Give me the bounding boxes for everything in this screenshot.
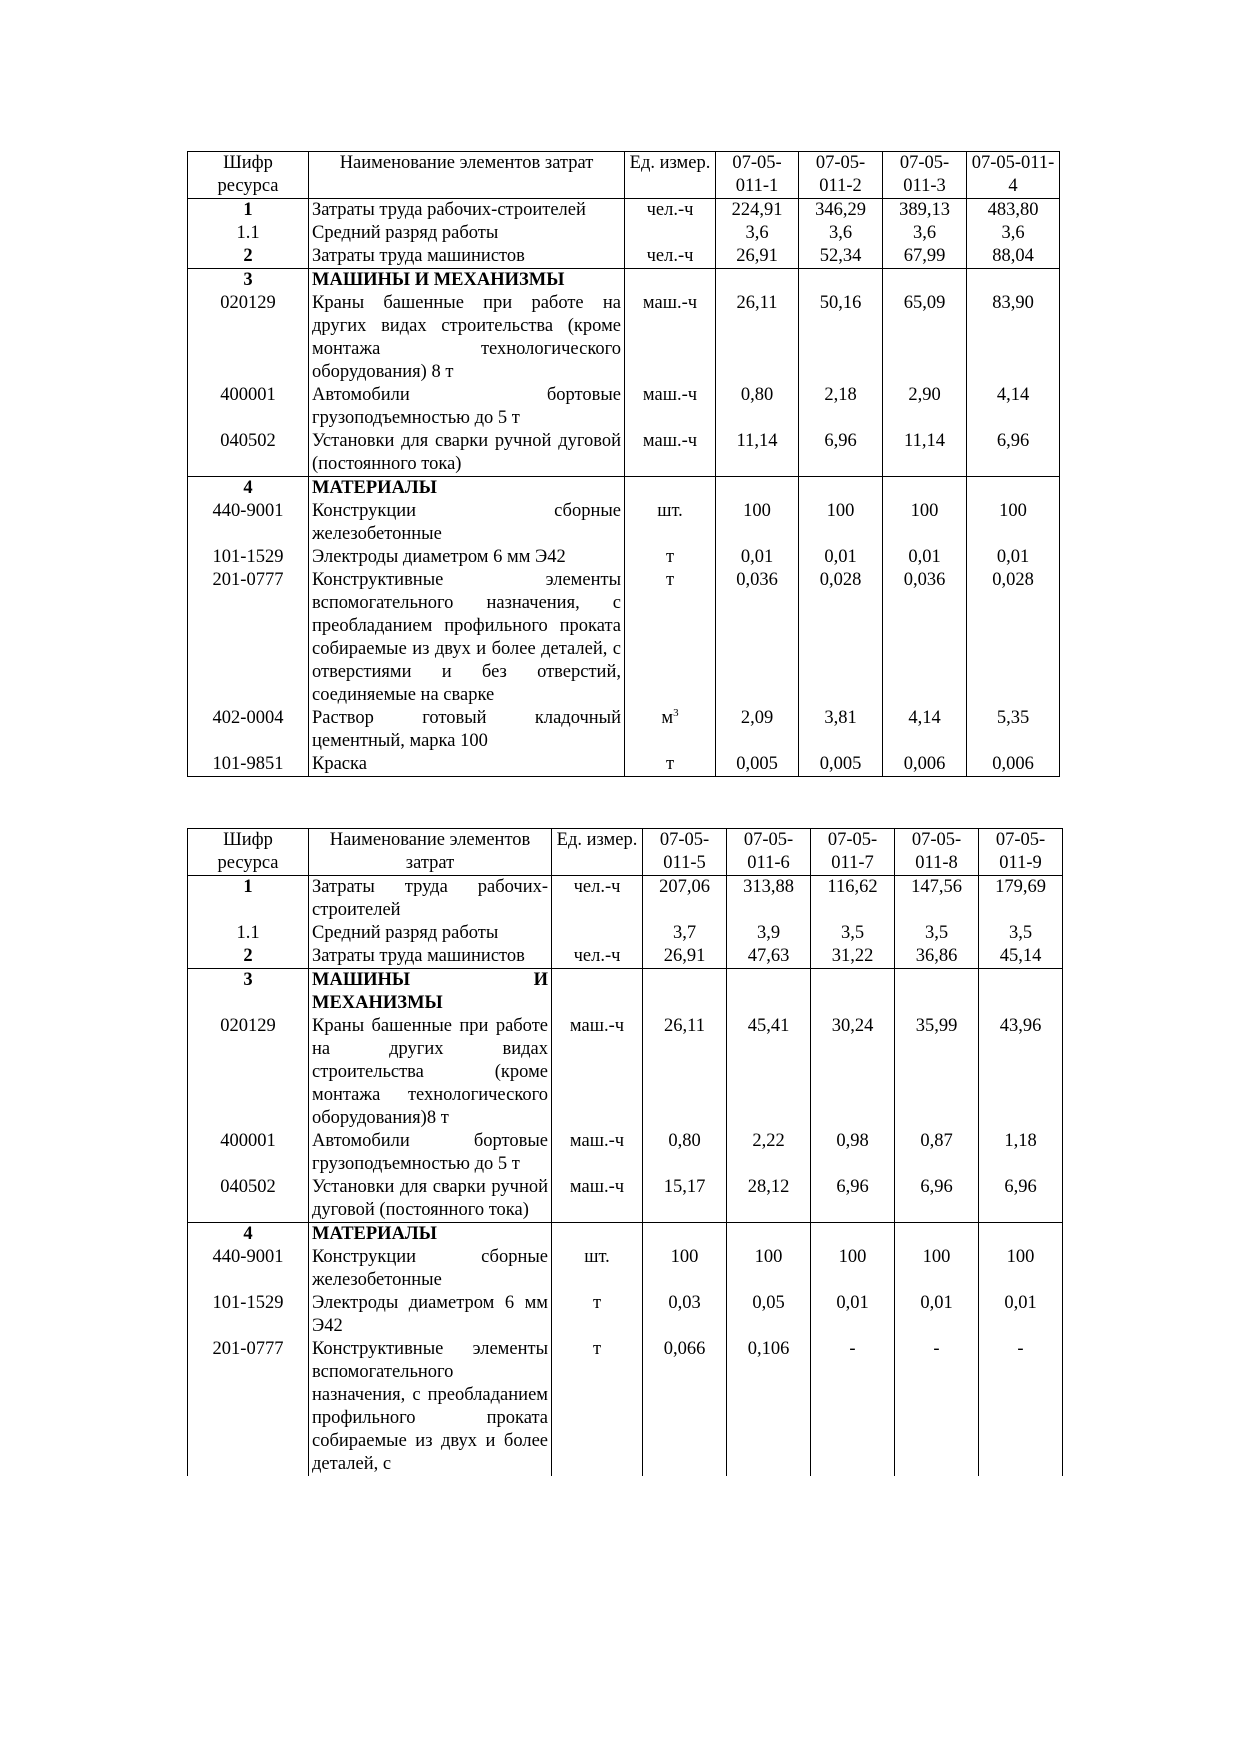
cost-element-name: Краны башенные при работе на других видах строительства (кроме монтажа технологического оборудования) 8 т: [309, 292, 625, 384]
unit-cell: [625, 384, 716, 430]
norm-value: 1,18: [979, 1130, 1063, 1176]
cost-element-name: Электроды диаметром 6 мм Э42: [309, 546, 625, 569]
column-header: Ед. измер.: [625, 152, 716, 199]
unit-text: чел.-ч: [646, 200, 694, 220]
norm-value: 15,17: [643, 1176, 727, 1223]
norm-value: 100: [799, 500, 883, 546]
norm-value: 45,14: [979, 945, 1063, 969]
resource-table-2: [187, 828, 1063, 1476]
table-row: [188, 1130, 1063, 1176]
resource-code: 3: [188, 969, 309, 1016]
unit-text: м: [661, 708, 674, 728]
norm-value: 26,11: [716, 292, 799, 384]
cost-element-name: Затраты труда рабочих-строителей: [309, 199, 625, 223]
unit-cell: [552, 922, 643, 945]
norm-value: 313,88: [727, 876, 811, 923]
unit-cell: [625, 245, 716, 269]
norm-value: 83,90: [967, 292, 1060, 384]
norm-value: 0,005: [716, 753, 799, 777]
cost-element-name: Средний разряд работы: [309, 922, 552, 945]
norm-value: [716, 269, 799, 293]
table-row: [188, 1246, 1063, 1292]
cost-element-name: Конструкции сборные железобетонные: [309, 500, 625, 546]
norm-value: 6,96: [895, 1176, 979, 1223]
table-row: [188, 269, 1060, 293]
column-header: 07-05-011-7: [811, 829, 895, 876]
norm-value: 0,005: [799, 753, 883, 777]
norm-value: 0,05: [727, 1292, 811, 1338]
norm-value: [979, 1223, 1063, 1247]
table-section: [188, 269, 1060, 477]
table-section: [188, 477, 1060, 777]
unit-cell: [625, 753, 716, 777]
resource-table-1: [187, 151, 1060, 777]
norm-value: 36,86: [895, 945, 979, 969]
norm-value: 26,91: [643, 945, 727, 969]
column-header: 07-05-011-8: [895, 829, 979, 876]
norm-value: 0,106: [727, 1338, 811, 1476]
table-row: [188, 292, 1060, 384]
norm-value: 2,90: [883, 384, 967, 430]
column-header: 07-05-011-3: [883, 152, 967, 199]
unit-cell: [625, 707, 716, 753]
unit-text: маш.-ч: [642, 385, 698, 405]
norm-value: 0,01: [979, 1292, 1063, 1338]
unit-cell: [552, 876, 643, 923]
unit-text: маш.-ч: [569, 1016, 625, 1036]
table-header-row: [188, 152, 1060, 199]
norm-value: 389,13: [883, 199, 967, 223]
cost-element-name: Автомобили бортовые грузоподъемностью до 5 т: [309, 1130, 552, 1176]
unit-text: т: [665, 570, 675, 590]
column-header: Ед. измер.: [552, 829, 643, 876]
norm-value: [811, 1223, 895, 1247]
unit-text: чел.-ч: [646, 246, 694, 266]
unit-cell: [552, 969, 643, 1016]
norm-value: 0,87: [895, 1130, 979, 1176]
resource-code: 101-1529: [188, 546, 309, 569]
norm-value: [643, 969, 727, 1016]
cost-element-name: МАТЕРИАЛЫ: [309, 1223, 552, 1247]
norm-value: 65,09: [883, 292, 967, 384]
table-row: [188, 922, 1063, 945]
unit-cell: [625, 222, 716, 245]
resource-code: 201-0777: [188, 1338, 309, 1476]
cost-element-name: Краны башенные при работе на других видах строительства (кроме монтажа технологического оборудования)8 т: [309, 1015, 552, 1130]
norm-value: 52,34: [799, 245, 883, 269]
unit-cell: [625, 546, 716, 569]
table-row: [188, 222, 1060, 245]
norm-value: 47,63: [727, 945, 811, 969]
resource-code: 2: [188, 945, 309, 969]
unit-text: чел.-ч: [573, 946, 621, 966]
unit-text: маш.-ч: [642, 293, 698, 313]
resource-code: 1: [188, 876, 309, 923]
table-row: [188, 477, 1060, 501]
table-row: [188, 707, 1060, 753]
norm-value: 3,6: [883, 222, 967, 245]
unit-cell: [552, 1292, 643, 1338]
norm-value: 0,036: [716, 569, 799, 707]
unit-cell: [625, 292, 716, 384]
unit-text: т: [665, 754, 675, 774]
table-row: [188, 969, 1063, 1016]
norm-value: 100: [727, 1246, 811, 1292]
unit-cell: [552, 1176, 643, 1223]
resource-code: 201-0777: [188, 569, 309, 707]
norm-value: 6,96: [967, 430, 1060, 477]
resource-code: 2: [188, 245, 309, 269]
resource-code: 101-9851: [188, 753, 309, 777]
resource-code: 402-0004: [188, 707, 309, 753]
norm-value: 3,5: [811, 922, 895, 945]
table-row: [188, 753, 1060, 777]
cost-element-name: Затраты труда рабочих-строителей: [309, 876, 552, 923]
unit-cell: [625, 430, 716, 477]
norm-value: 11,14: [883, 430, 967, 477]
unit-text: т: [665, 547, 675, 567]
resource-code: 4: [188, 1223, 309, 1247]
resource-code: 1: [188, 199, 309, 223]
norm-value: -: [811, 1338, 895, 1476]
norm-value: 67,99: [883, 245, 967, 269]
unit-cell: [552, 1015, 643, 1130]
norm-value: [727, 969, 811, 1016]
norm-value: 147,56: [895, 876, 979, 923]
norm-value: [967, 477, 1060, 501]
norm-value: 0,01: [799, 546, 883, 569]
cost-element-name: Затраты труда машинистов: [309, 945, 552, 969]
resource-code: 040502: [188, 1176, 309, 1223]
unit-cell: [552, 945, 643, 969]
norm-value: 100: [643, 1246, 727, 1292]
norm-value: 26,91: [716, 245, 799, 269]
unit-text: т: [592, 1339, 602, 1359]
cost-element-name: Конструктивные элементы вспомогательного назначения, с преобладанием профильного проката собираемые из двух и более деталей, с отверстиями и без отверстий, соединяемые на сварке: [309, 569, 625, 707]
unit-cell: [552, 1338, 643, 1476]
norm-value: 100: [716, 500, 799, 546]
norm-value: 2,18: [799, 384, 883, 430]
norm-value: -: [979, 1338, 1063, 1476]
unit-cell: [625, 269, 716, 293]
unit-cell: [625, 569, 716, 707]
table-section: [188, 969, 1063, 1223]
norm-value: 0,006: [883, 753, 967, 777]
table-row: [188, 569, 1060, 707]
table-header-row: [188, 829, 1063, 876]
norm-value: 5,35: [967, 707, 1060, 753]
table-row: [188, 546, 1060, 569]
table-row: [188, 1223, 1063, 1247]
cost-element-name: Электроды диаметром 6 мм Э42: [309, 1292, 552, 1338]
norm-value: 3,6: [799, 222, 883, 245]
table-section: [188, 199, 1060, 269]
column-header: 07-05-011-1: [716, 152, 799, 199]
cost-element-name: Конструкции сборные железобетонные: [309, 1246, 552, 1292]
cost-element-name: Установки для сварки ручной дуговой (постоянного тока): [309, 1176, 552, 1223]
table-row: [188, 1292, 1063, 1338]
unit-cell: [625, 500, 716, 546]
norm-value: 100: [967, 500, 1060, 546]
norm-value: 224,91: [716, 199, 799, 223]
norm-value: 0,03: [643, 1292, 727, 1338]
norm-value: -: [895, 1338, 979, 1476]
unit-text: маш.-ч: [642, 431, 698, 451]
column-header: 07-05-011-2: [799, 152, 883, 199]
norm-value: 6,96: [979, 1176, 1063, 1223]
resource-code: 040502: [188, 430, 309, 477]
norm-value: 0,006: [967, 753, 1060, 777]
norm-value: 116,62: [811, 876, 895, 923]
norm-value: 0,066: [643, 1338, 727, 1476]
norm-value: [799, 269, 883, 293]
cost-element-name: Автомобили бортовые грузоподъемностью до 5 т: [309, 384, 625, 430]
norm-value: 346,29: [799, 199, 883, 223]
table-section: [188, 876, 1063, 969]
norm-value: 100: [811, 1246, 895, 1292]
norm-value: 35,99: [895, 1015, 979, 1130]
norm-value: 3,6: [967, 222, 1060, 245]
unit-text: т: [592, 1293, 602, 1313]
unit-cell: [625, 477, 716, 501]
norm-value: 179,69: [979, 876, 1063, 923]
norm-value: 45,41: [727, 1015, 811, 1130]
unit-text: шт.: [657, 501, 683, 521]
column-header: 07-05-011-5: [643, 829, 727, 876]
norm-value: 3,5: [895, 922, 979, 945]
table-row: [188, 1338, 1063, 1476]
column-header: Шифр ресурса: [188, 152, 309, 199]
resource-code: 400001: [188, 384, 309, 430]
norm-value: [811, 969, 895, 1016]
norm-value: [643, 1223, 727, 1247]
norm-value: 11,14: [716, 430, 799, 477]
unit-text: шт.: [584, 1247, 610, 1267]
table-row: [188, 876, 1063, 923]
unit-cell: [625, 199, 716, 223]
norm-value: 3,7: [643, 922, 727, 945]
column-header: 07-05-011-9: [979, 829, 1063, 876]
resource-code: 440-9001: [188, 500, 309, 546]
cost-element-name: Конструктивные элементы вспомогательного назначения, с преобладанием профильного проката собираемые из двух и более деталей, с: [309, 1338, 552, 1476]
resource-code: 020129: [188, 1015, 309, 1130]
norm-value: 28,12: [727, 1176, 811, 1223]
column-header: 07-05-011-6: [727, 829, 811, 876]
norm-value: [716, 477, 799, 501]
norm-value: 6,96: [811, 1176, 895, 1223]
table-row: [188, 245, 1060, 269]
norm-value: 0,01: [716, 546, 799, 569]
norm-value: [799, 477, 883, 501]
norm-value: 30,24: [811, 1015, 895, 1130]
norm-value: 100: [883, 500, 967, 546]
norm-value: 0,028: [799, 569, 883, 707]
resource-code: 3: [188, 269, 309, 293]
cost-element-name: Затраты труда машинистов: [309, 245, 625, 269]
cost-element-name: МАШИНЫ И МЕХАНИЗМЫ: [309, 269, 625, 293]
table-section: [188, 1223, 1063, 1477]
norm-value: [895, 1223, 979, 1247]
norm-value: [883, 477, 967, 501]
unit-cell: [552, 1246, 643, 1292]
resource-code: 1.1: [188, 222, 309, 245]
resource-code: 4: [188, 477, 309, 501]
column-header: Наименование элементов затрат: [309, 152, 625, 199]
norm-value: 43,96: [979, 1015, 1063, 1130]
resource-code: 440-9001: [188, 1246, 309, 1292]
norm-value: 88,04: [967, 245, 1060, 269]
unit-text: чел.-ч: [573, 877, 621, 897]
norm-value: 2,22: [727, 1130, 811, 1176]
column-header: 07-05-011-4: [967, 152, 1060, 199]
norm-value: 0,80: [716, 384, 799, 430]
cost-element-name: Средний разряд работы: [309, 222, 625, 245]
norm-value: 3,6: [716, 222, 799, 245]
resource-code: 400001: [188, 1130, 309, 1176]
cost-element-name: Краска: [309, 753, 625, 777]
norm-value: 50,16: [799, 292, 883, 384]
norm-value: 4,14: [883, 707, 967, 753]
norm-value: 3,5: [979, 922, 1063, 945]
resource-code: 020129: [188, 292, 309, 384]
norm-value: 3,9: [727, 922, 811, 945]
norm-value: 207,06: [643, 876, 727, 923]
norm-value: 0,80: [643, 1130, 727, 1176]
norm-value: 100: [895, 1246, 979, 1292]
norm-value: [967, 269, 1060, 293]
norm-value: 2,09: [716, 707, 799, 753]
norm-value: 6,96: [799, 430, 883, 477]
norm-value: [979, 969, 1063, 1016]
table-row: [188, 430, 1060, 477]
unit-cell: [552, 1223, 643, 1247]
table-row: [188, 945, 1063, 969]
norm-value: 0,01: [895, 1292, 979, 1338]
cost-element-name: МАТЕРИАЛЫ: [309, 477, 625, 501]
unit-text: маш.-ч: [569, 1177, 625, 1197]
table-row: [188, 1015, 1063, 1130]
resource-code: 1.1: [188, 922, 309, 945]
norm-value: [895, 969, 979, 1016]
table-row: [188, 199, 1060, 223]
resource-code: 101-1529: [188, 1292, 309, 1338]
cost-element-name: Установки для сварки ручной дуговой (постоянного тока): [309, 430, 625, 477]
unit-cell: [552, 1130, 643, 1176]
norm-value: 0,98: [811, 1130, 895, 1176]
norm-value: 0,01: [883, 546, 967, 569]
norm-value: 3,81: [799, 707, 883, 753]
norm-value: 483,80: [967, 199, 1060, 223]
unit-superscript: 3: [673, 706, 679, 719]
norm-value: 0,036: [883, 569, 967, 707]
norm-value: 0,01: [967, 546, 1060, 569]
norm-value: 100: [979, 1246, 1063, 1292]
norm-value: 31,22: [811, 945, 895, 969]
column-header: Шифр ресурса: [188, 829, 309, 876]
cost-element-name: МАШИНЫ И МЕХАНИЗМЫ: [309, 969, 552, 1016]
norm-value: 4,14: [967, 384, 1060, 430]
table-row: [188, 384, 1060, 430]
column-header: Наименование элементов затрат: [309, 829, 552, 876]
table-row: [188, 500, 1060, 546]
norm-value: 26,11: [643, 1015, 727, 1130]
norm-value: [883, 269, 967, 293]
unit-text: маш.-ч: [569, 1131, 625, 1151]
norm-value: [727, 1223, 811, 1247]
norm-value: 0,028: [967, 569, 1060, 707]
norm-value: 0,01: [811, 1292, 895, 1338]
table-row: [188, 1176, 1063, 1223]
cost-element-name: Раствор готовый кладочный цементный, марка 100: [309, 707, 625, 753]
